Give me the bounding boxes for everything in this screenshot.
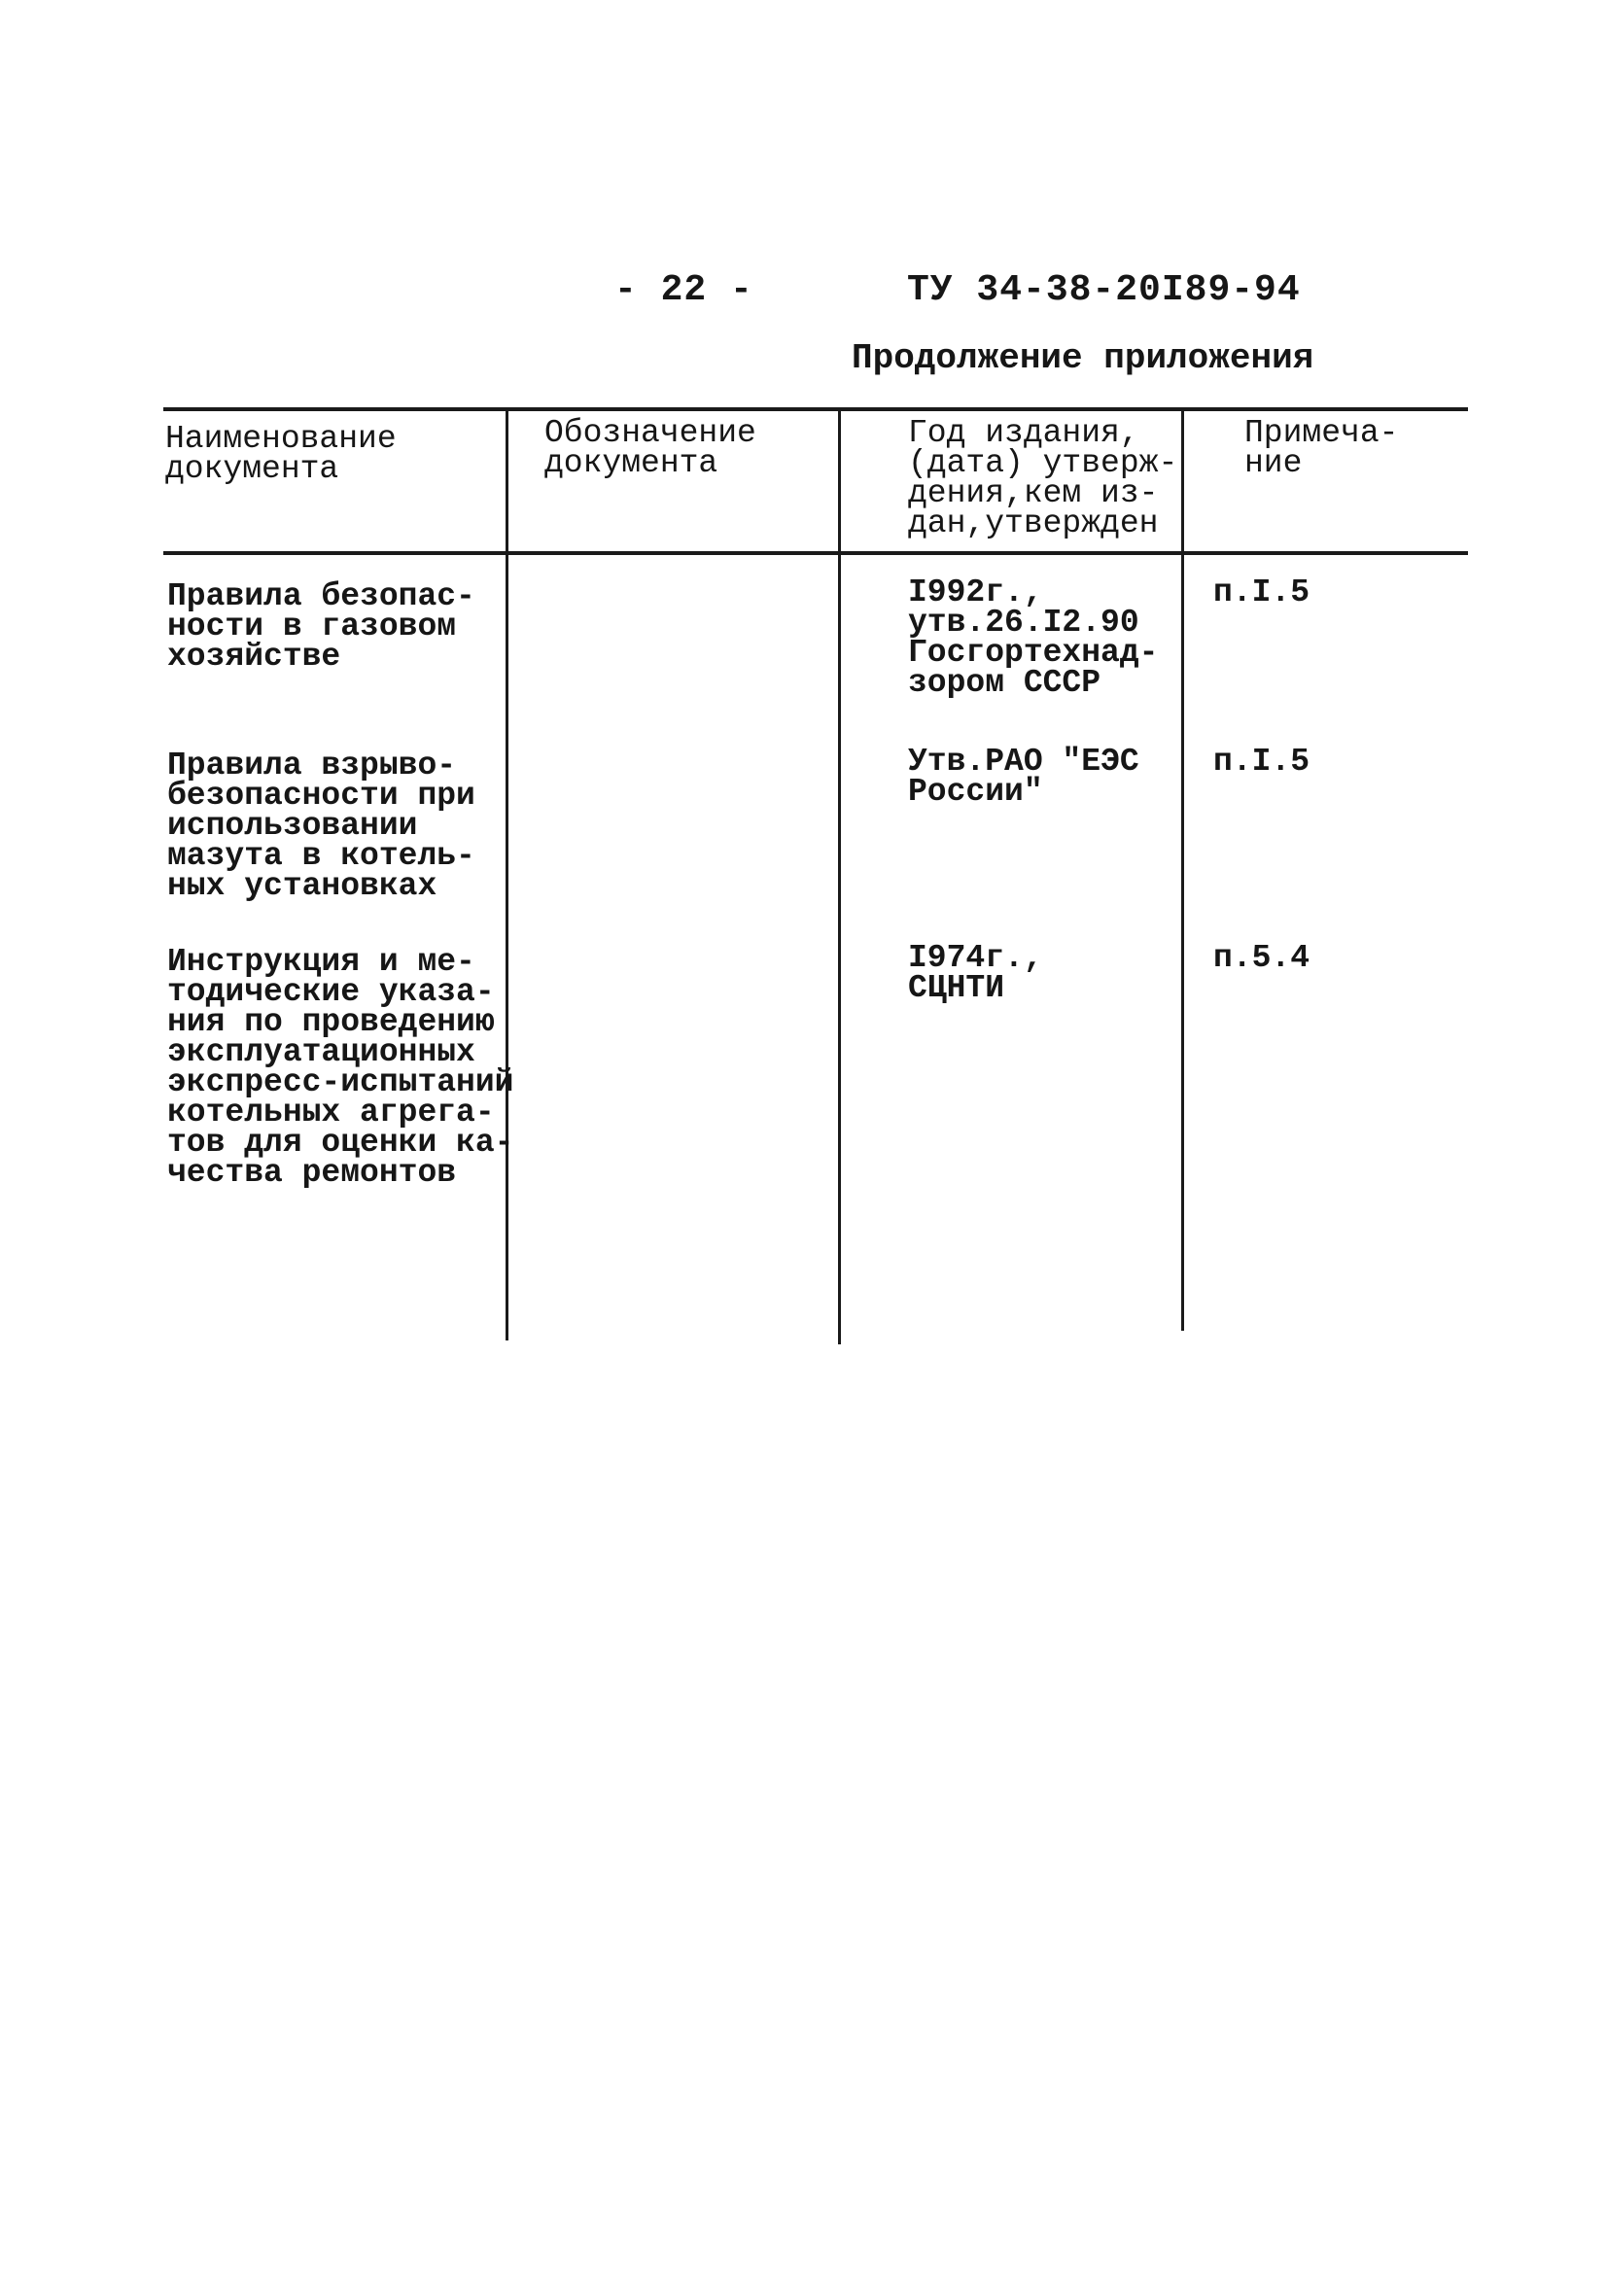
row-document-name: Правила взрыво- безопасности при использовании мазута в котель- ных установках [167, 748, 475, 904]
column-divider-2 [838, 409, 841, 1344]
column-header-designation: Обозначение документа [544, 415, 756, 481]
row-year-approval: I992г., утв.26.I2.90 Госгортехнад- зором СССР [908, 574, 1159, 701]
table-header-rule [163, 551, 1468, 555]
row-note: п.I.5 [1213, 744, 1310, 780]
column-divider-3 [1181, 409, 1184, 1331]
continuation-label: Продолжение приложения [852, 338, 1314, 378]
column-header-name: Наименование документа [165, 421, 397, 487]
row-document-name: Правила безопас- ности в газовом хозяйстве [167, 578, 475, 675]
row-year-approval: I974г., СЦНТИ [908, 940, 1043, 1006]
row-year-approval: Утв.РАО "ЕЭС России" [908, 744, 1139, 810]
table-top-rule [163, 407, 1468, 411]
row-document-name: Инструкция и ме- тодические указа- ния по проведению эксплуатационных экспресс-испытаний котельных агрега- тов для оценки ка- чества ремонтов [167, 944, 514, 1191]
row-note: п.I.5 [1213, 574, 1310, 610]
page-number: - 22 - [614, 269, 753, 311]
column-header-note: Примеча- ние [1244, 415, 1399, 481]
column-header-year: Год издания, (дата) утверж- дения,кем из- дан,утвержден [908, 415, 1178, 541]
column-divider-1 [506, 409, 508, 1340]
row-note: п.5.4 [1213, 940, 1310, 976]
document-code: ТУ 34-38-20I89-94 [907, 269, 1301, 311]
